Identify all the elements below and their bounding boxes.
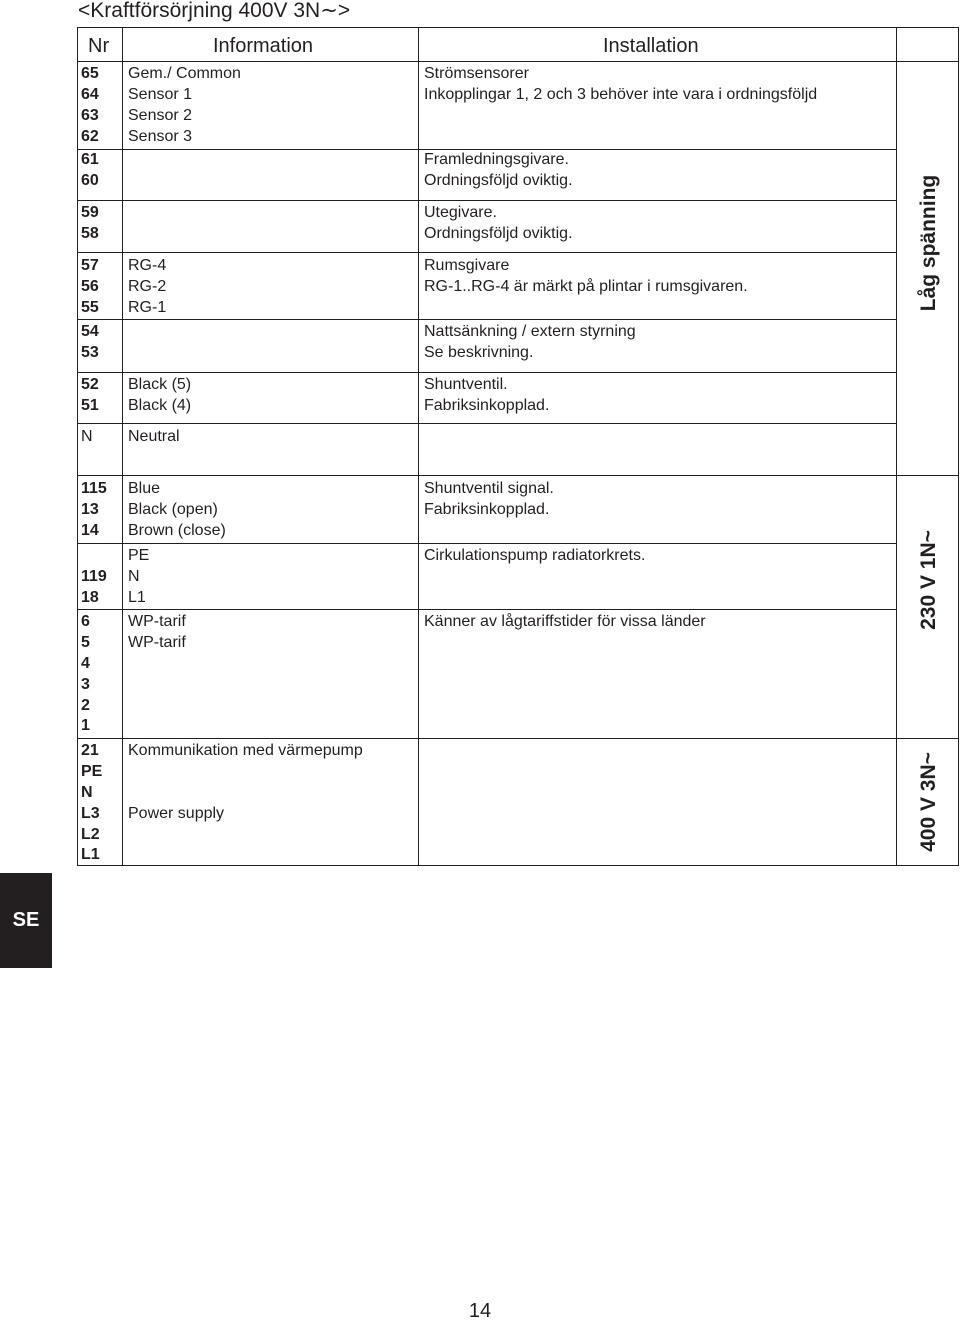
header-underline (77, 61, 959, 62)
row-information-cell: RG-4 RG-2 RG-1 (128, 257, 167, 316)
row-installation-cell: Strömsensorer Inkopplingar 1, 2 och 3 behöver inte vara i ordningsföljd (424, 65, 818, 103)
table-border-bottom (77, 865, 959, 866)
header-information: Information (213, 35, 314, 57)
row-divider (77, 543, 896, 544)
row-divider (77, 319, 896, 320)
row-information-cell: Black (5) Black (4) (128, 376, 192, 414)
row-installation-cell: Känner av lågtariffstider för vissa länder (424, 613, 706, 630)
column-divider-installation (896, 27, 897, 865)
row-nr-cell: 115 13 14 (81, 480, 107, 539)
row-installation-cell: Framledningsgivare. Ordningsföljd oviktig. (424, 151, 573, 189)
row-installation-cell: Rumsgivare RG-1..RG-4 är märkt på plintar i rumsgivaren. (424, 257, 748, 295)
row-information-cell: WP-tarif WP-tarif (128, 613, 186, 651)
row-divider (77, 423, 896, 424)
row-divider (77, 609, 896, 610)
row-nr-cell: 52 51 (81, 376, 99, 414)
row-nr-cell: 57 56 55 (81, 257, 99, 316)
row-nr-cell: 59 58 (81, 204, 99, 242)
row-nr-cell: N (81, 428, 93, 445)
row-divider (77, 252, 896, 253)
row-installation-cell: Nattsänkning / extern styrning Se beskrivning. (424, 323, 636, 361)
language-tab-label: SE (12, 909, 40, 931)
row-installation-cell: Cirkulationspump radiatorkrets. (424, 547, 646, 564)
row-information-cell: Neutral (128, 428, 180, 445)
column-divider-information (418, 27, 419, 865)
table-border-right (958, 27, 959, 865)
row-nr-cell: 65 64 63 62 (81, 65, 99, 145)
row-information-cell: Blue Black (open) Brown (close) (128, 480, 226, 539)
language-tab-se (0, 873, 52, 968)
row-nr-cell: 61 60 (81, 151, 99, 189)
row-nr-cell: 21 PE N L3 L2 L1 (81, 742, 103, 864)
row-nr-cell: 6 5 4 3 2 1 (81, 613, 90, 735)
section-divider (77, 738, 959, 739)
row-installation-cell: Shuntventil. Fabriksinkopplad. (424, 376, 550, 414)
table-border-left (77, 27, 78, 865)
table-border-top (77, 27, 959, 28)
row-nr-cell: 54 53 (81, 323, 99, 361)
header-installation: Installation (603, 35, 699, 57)
row-installation-cell: Utegivare. Ordningsföljd oviktig. (424, 204, 573, 242)
voltage-230-label: 230 V 1N~ (917, 530, 940, 630)
low-voltage-label: Låg spänning (917, 174, 940, 312)
section-divider (77, 475, 959, 476)
row-installation-cell: Shuntventil signal. Fabriksinkopplad. (424, 480, 554, 518)
page-number: 14 (468, 1300, 492, 1322)
column-divider-nr (122, 27, 123, 865)
row-divider (77, 372, 896, 373)
row-information-cell: Gem./ Common Sensor 1 Sensor 2 Sensor 3 (128, 65, 241, 145)
row-information-cell: PE N L1 (128, 547, 150, 606)
row-divider (77, 200, 896, 201)
page-title: <Kraftförsörjning 400V 3N∼> (78, 0, 351, 22)
header-nr: Nr (88, 35, 110, 57)
row-information-cell: Kommunikation med värmepump Power supply (128, 742, 363, 822)
voltage-400-label: 400 V 3N~ (917, 752, 940, 852)
row-nr-cell: 119 18 (81, 567, 107, 606)
